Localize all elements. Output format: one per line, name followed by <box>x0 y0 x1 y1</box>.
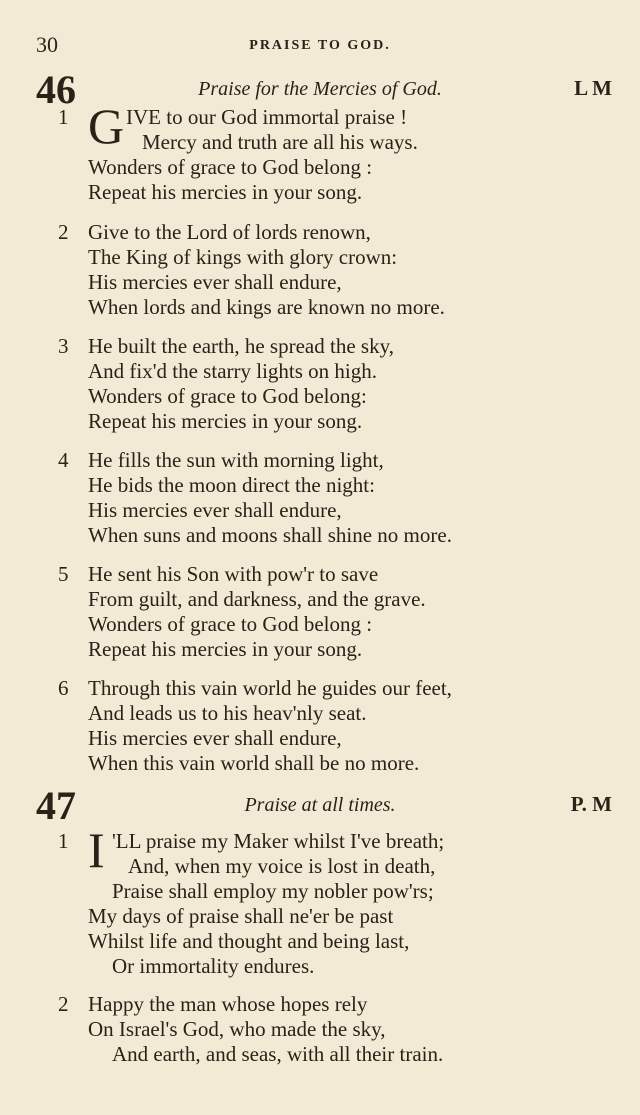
hymn-number: 46 <box>36 67 76 112</box>
verse-line: And, when my voice is lost in death, <box>128 854 436 878</box>
verse-line: When this vain world shall be no more. <box>88 751 420 775</box>
hymn-47-header <box>0 783 640 828</box>
stanza-number: 2 <box>58 992 69 1016</box>
verse-line: When suns and moons shall shine no more. <box>88 523 452 547</box>
verse-line: Repeat his mercies in your song. <box>88 637 363 661</box>
verse-line: And leads us to his heav'nly seat. <box>88 701 367 725</box>
hymn-meter: P. M <box>570 792 612 816</box>
verse-line: He sent his Son with pow'r to save <box>88 562 379 586</box>
stanza-number: 4 <box>58 448 69 472</box>
verse-line: On Israel's God, who made the sky, <box>88 1017 386 1041</box>
verse-line: Happy the man whose hopes rely <box>88 992 368 1016</box>
verse-line: My days of praise shall ne'er be past <box>88 904 394 928</box>
verse-line: Wonders of grace to God belong : <box>88 612 373 636</box>
verse-line: The King of kings with glory crown: <box>88 245 398 269</box>
verse-line: His mercies ever shall endure, <box>88 726 342 750</box>
verse-line: Wonders of grace to God belong : <box>88 155 373 179</box>
verse-line: Repeat his mercies in your song. <box>88 180 363 204</box>
hymn-meter: L M <box>574 76 612 100</box>
running-title: PRAISE TO GOD. <box>249 38 391 53</box>
verse-line: Repeat his mercies in your song. <box>88 409 363 433</box>
verse-line: Wonders of grace to God belong: <box>88 384 367 408</box>
verse-line: Through this vain world he guides our feet, <box>88 676 452 700</box>
stanza-number: 6 <box>58 676 69 700</box>
verse-line: He bids the moon direct the night: <box>88 473 375 497</box>
verse-line: When lords and kings are known no more. <box>88 295 445 319</box>
verse-line: He fills the sun with morning light, <box>88 448 384 472</box>
verse-line: Mercy and truth are all his ways. <box>142 130 418 154</box>
stanza-number: 3 <box>58 334 69 358</box>
verse-line: Or immortality endures. <box>112 954 315 978</box>
verse-line: From guilt, and darkness, and the grave. <box>88 587 426 611</box>
drop-cap: I <box>88 822 105 878</box>
running-head <box>0 32 640 62</box>
stanza-number: 1 <box>58 829 69 853</box>
stanza-number: 5 <box>58 562 69 586</box>
hymn-title: Praise at all times. <box>244 794 396 816</box>
hymn-title: Praise for the Mercies of God. <box>198 78 442 100</box>
verse-line: 'LL praise my Maker whilst I've breath; <box>112 829 445 853</box>
verse-line: Give to the Lord of lords renown, <box>88 220 371 244</box>
verse-line: His mercies ever shall endure, <box>88 498 342 522</box>
verse-line: Praise shall employ my nobler pow'rs; <box>112 879 434 903</box>
verse-line: And earth, and seas, with all their train. <box>112 1042 444 1066</box>
drop-cap: G <box>88 98 125 154</box>
verse-line: Whilst life and thought and being last, <box>88 929 410 953</box>
verse-line: IVE to our God immortal praise ! <box>126 105 408 129</box>
verse-line: And fix'd the starry lights on high. <box>88 359 378 383</box>
verse-line: His mercies ever shall endure, <box>88 270 342 294</box>
hymn-number: 47 <box>36 783 76 828</box>
page-number: 30 <box>36 32 58 57</box>
stanza-number: 1 <box>58 105 69 129</box>
verse-line: He built the earth, he spread the sky, <box>88 334 394 358</box>
stanza-number: 2 <box>58 220 69 244</box>
